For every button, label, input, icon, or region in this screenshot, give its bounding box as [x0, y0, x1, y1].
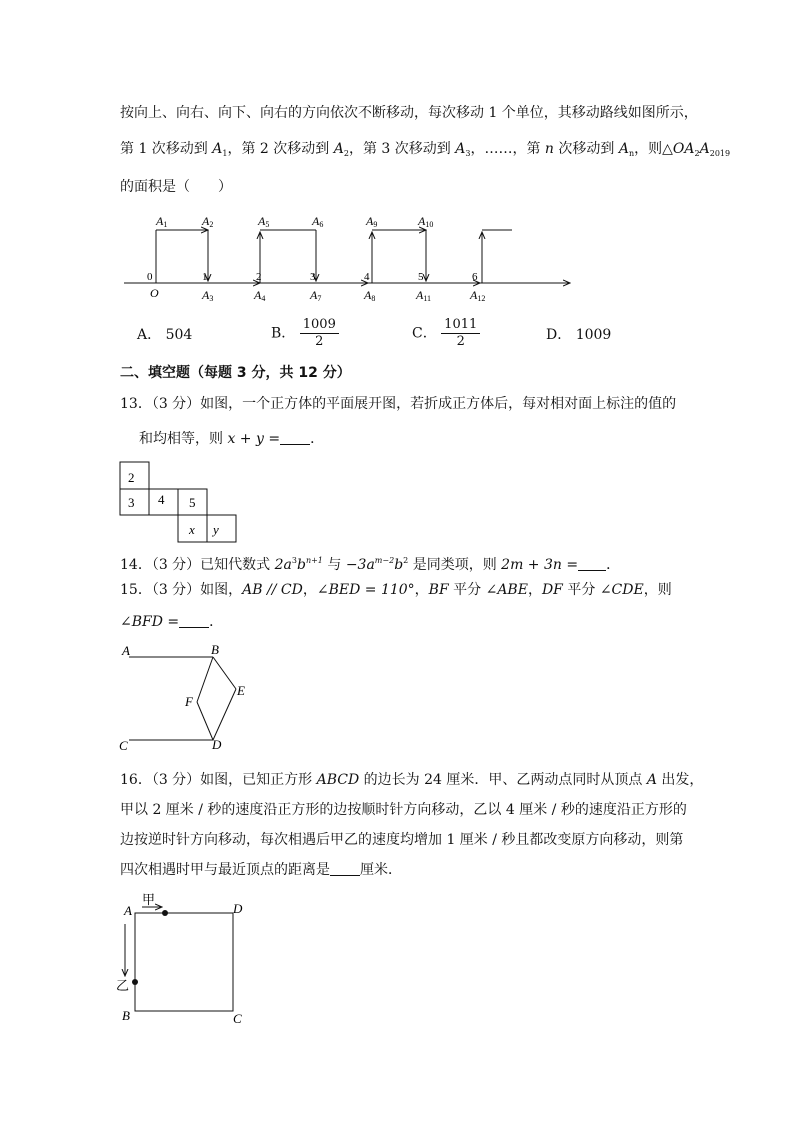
point-label: F: [185, 694, 193, 709]
axis-number: 1: [202, 271, 208, 283]
axis-number: 3: [310, 271, 316, 283]
answer-blank[interactable]: [280, 430, 310, 445]
cell-value: y: [213, 522, 219, 537]
q16-line2: 甲以 2 厘米 / 秒的速度沿正方形的边按顺时针方向移动，乙以 4 厘米 / 秒的速度沿正方形的: [120, 802, 687, 818]
square-figure: [112, 890, 257, 1030]
option-c[interactable]: C． $\frac{1011}{2}$: [412, 317, 480, 350]
cube-net-figure: [118, 460, 238, 544]
jia-point: [162, 910, 168, 916]
cell-value: 5: [189, 495, 196, 510]
label-A6: A6: [312, 214, 324, 229]
label-A2: A2: [202, 214, 214, 229]
q12-line1: 按向上、向右、向下、向右的方向依次不断移动，每次移动 1 个单位，其移动路线如图所示，: [120, 105, 698, 121]
cell-value: 4: [158, 492, 165, 507]
section-title: 二、填空题（每题 3 分，共 12 分）: [120, 365, 351, 381]
yi-point: [132, 979, 138, 985]
axis-number: 0: [147, 271, 153, 283]
q12-line2: 第 1 次移动到 $A_1$，第 2 次移动到 $A_2$，第 3 次移动到 $A_3$，……，第 n 次移动到 $A_n$，则$\triangle OA_2A_{2019}$: [120, 141, 731, 158]
point-label: D: [212, 737, 222, 752]
square-ABCD: [135, 913, 233, 1011]
zigzag-path-figure: [110, 205, 590, 305]
option-b[interactable]: B． $\frac{1009}{2}$: [271, 317, 339, 350]
option-d[interactable]: D． 1009: [546, 327, 612, 343]
answer-blank[interactable]: [578, 556, 606, 571]
label-A3: A3: [202, 288, 214, 303]
label-A1: A1: [156, 214, 168, 229]
segment-BF: [197, 657, 213, 702]
point-label: 甲: [142, 892, 156, 907]
q13-line1: 13．（3 分）如图，一个正方体的平面展开图，若折成正方体后，每对相对面上标注的值的: [120, 396, 677, 412]
net-cell: [120, 462, 149, 489]
axis-number: 6: [472, 271, 478, 283]
point-label: B: [211, 642, 219, 657]
label-O: O: [150, 286, 159, 300]
cell-value: x: [189, 522, 195, 537]
q15-line2: ∠BFD = ．: [120, 614, 224, 630]
q12-line3: 的面积是（ ）: [120, 179, 232, 195]
point-label: D: [233, 901, 243, 916]
point-label: A: [122, 643, 130, 658]
point-label: E: [237, 683, 245, 698]
label-A10: A10: [418, 214, 434, 229]
label-A7: A7: [310, 288, 322, 303]
segment-ED: [213, 689, 236, 740]
q15-line1: 15．（3 分）如图，AB // CD，∠BED = 110°，BF 平分 ∠ABE，DF 平分 ∠CDE，则: [120, 582, 672, 598]
answer-blank[interactable]: [179, 613, 209, 628]
label-A11: A11: [416, 288, 432, 303]
net-cell: [120, 489, 149, 515]
point-label: C: [233, 1011, 242, 1026]
q16-line4: 四次相遇时甲与最近顶点的距离是 厘米．: [120, 862, 402, 878]
segment-FD: [197, 702, 213, 740]
q16-line3: 边按逆时针方向移动，每次相遇后甲乙的速度均增加 1 厘米 / 秒且都改变原方向移动，则第: [120, 832, 684, 848]
cell-value: 3: [128, 495, 135, 510]
point-label: A: [124, 903, 132, 918]
label-A9: A9: [366, 214, 378, 229]
point-label: 乙: [116, 978, 130, 993]
net-cell: [207, 515, 236, 542]
label-A8: A8: [364, 288, 376, 303]
point-label: C: [119, 738, 128, 753]
axis-number: 4: [364, 271, 370, 283]
q13-line2: 和均相等，则 x + y = ．: [139, 431, 325, 447]
label-A5: A5: [258, 214, 270, 229]
q16-line1: 16．（3 分）如图，已知正方形 ABCD 的边长为 24 厘米．甲、乙两动点同时从顶点 A 出发，: [120, 772, 704, 788]
parallel-lines-figure: [115, 640, 255, 755]
q14-line: 14．（3 分）已知代数式 $2a^3b^{n+1}$ 与 $-3a^{m-2}b^2$ 是同类项，则 2m + 3n = ．: [120, 556, 621, 573]
option-a[interactable]: A． 504: [137, 327, 193, 343]
label-A4: A4: [254, 288, 266, 303]
label-A12: A12: [470, 288, 486, 303]
point-label: B: [122, 1008, 130, 1023]
segment-BE: [213, 657, 236, 689]
answer-blank[interactable]: [330, 861, 360, 876]
cell-value: 2: [128, 470, 135, 485]
axis-number: 2: [256, 271, 262, 283]
axis-number: 5: [418, 271, 424, 283]
